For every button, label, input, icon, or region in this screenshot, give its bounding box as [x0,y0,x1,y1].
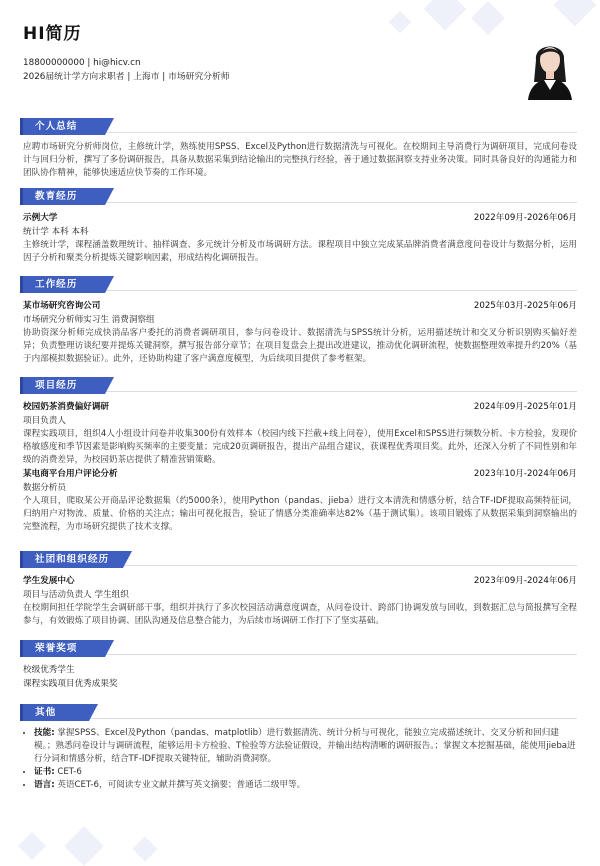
entry-description: 主修统计学，课程涵盖数理统计、抽样调查、多元统计分析及市场调研方法。课程项目中独立完成某品牌消费者满意度问卷设计与数据分析，运用因子分析和聚类分析提炼关键影响因素，形成结构化调研报告。 [23,240,577,263]
entry-header [23,211,577,225]
section-tag-mark [20,276,23,293]
skills-item [34,727,577,766]
section-title: 教育经历 [35,191,78,202]
school-name: 示例大学 [23,213,58,223]
entry-header [23,299,577,313]
company-name: 某市场研究咨询公司 [23,301,101,311]
contact-info [23,56,230,84]
avatar-icon [522,30,578,100]
other-section [23,704,577,792]
decoration-diamond [64,826,104,866]
decoration-diamond [132,836,157,861]
item-text: 英语CET-6，可阅读专业文献并撰写英文摘要；普通话二级甲等。 [57,780,306,790]
certificate-item [34,766,577,779]
entry-description: 课程实践项目，组织4人小组设计问卷并收集300份有效样本（校园内线下拦截+线上问卷），使用Excel和SPSS进行频数分析、卡方检验，发现价格敏感度和季节因素是影响购买频率的主要变量；完成20页调研报告，提出产品组合建议，获课程优秀项目奖。此外，还深入分析了不同性别和年级的消费差异，为校园奶茶店提供了精准营销策略。 [23,429,577,465]
organization-name: 学生发展中心 [23,576,75,586]
section-title: 个人总结 [35,121,78,132]
organization-section [23,551,577,628]
award-item: 校级优秀学生 [23,665,75,675]
item-text: 掌握SPSS、Excel及Python（pandas、matplotlib）进行数据清洗、统计分析与可视化，能独立完成描述统计、交叉分析和回归建模。；熟悉问卷设计与调研流程，能够运用卡方检验、T检验等方法验证假设，并输出结构清晰的调研报告。；掌握文本挖掘基础，能使用jieba进行分词和情感分析，结合TF-IDF提取关键特征，辅助消费洞察。 [34,728,576,764]
section-tag-mark [20,377,23,394]
contact-line: 2026届统计学方向求职者 | 上海市 | 市场研究分析师 [23,72,230,82]
other-list [23,727,577,792]
section-header [23,377,577,394]
item-label: 证书: [34,767,55,777]
entry-date: 2023年10月-2024年06月 [473,469,577,479]
section-tag-mark [20,551,23,568]
item-text: CET-6 [57,767,82,777]
section-tag-mark [20,704,23,721]
section-title: 项目经历 [35,380,78,391]
section-tag [23,704,89,721]
section-tag [23,377,105,394]
entry-description: 个人项目，爬取某公开商品评论数据集（约5000条），使用Python（pandas、jieba）进行文本清洗和情感分析，结合TF-IDF提取高频特征词，归纳用户对物流、质量、价格的关注点；输出可视化报告，验证了情感分类准确率达82%（基于测试集）。该项目锻炼了从数据采集到洞察输出的完整流程，为市场研究提供了技术支撑。 [23,496,577,532]
decoration-diamond [389,11,412,34]
entry-header [23,467,577,481]
section-header [23,640,577,657]
projects-section [23,377,577,534]
entry-subtitle: 市场研究分析师实习生 消费洞察组 [23,315,155,325]
section-header [23,118,577,135]
entry-subtitle: 统计学 本科 本科 [23,227,89,237]
section-header [23,704,577,721]
project-name: 某电商平台用户评论分析 [23,469,118,479]
section-tag-mark [20,118,23,135]
language-item [34,779,577,792]
decoration-diamond [424,0,466,30]
entry-date: 2024年09月-2025年01月 [473,402,577,412]
decoration-diamond [18,832,46,860]
award-item: 课程实践项目优秀成果奖 [23,679,118,689]
item-label: 语言: [34,780,55,790]
entry-header [23,574,577,588]
entry-date: 2025年03月-2025年06月 [473,301,577,311]
awards-section [23,640,577,691]
section-tag [23,188,105,205]
entry-header [23,400,577,414]
section-header [23,276,577,293]
section-header [23,551,577,568]
section-title: 其他 [35,707,57,718]
section-title: 工作经历 [35,279,78,290]
candidate-name: HI简历 [23,24,82,44]
entry-description: 在校期间担任学院学生会调研部干事，组织并执行了多次校园活动满意度调查，从问卷设计、跨部门协调发放与回收，到数据汇总与简报撰写全程参与，有效锻炼了项目协调、团队沟通及信息整合能力，为后续市场调研工作打下了坚实基础。 [23,603,577,626]
work-section [23,276,577,366]
avatar-photo [522,30,578,100]
entry-subtitle: 项目负责人 [23,416,66,426]
education-section [23,188,577,265]
entry-subtitle: 项目与活动负责人 学生组织 [23,590,129,600]
summary-section [23,118,577,180]
section-divider [23,718,577,719]
entry-date: 2023年09月-2024年06月 [473,576,577,586]
section-tag-mark [20,188,23,205]
entry-description: 协助资深分析师完成快消品客户委托的消费者调研项目，参与问卷设计、数据清洗与SPSS统计分析，运用描述统计和交叉分析识别购买偏好差异；负责整理访谈纪要并提炼关键洞察，撰写报告部分章节；在项目复盘会上提出改进建议，推动优化调研流程，使数据整理效率提升约20%（基于内部模拟数据验证）。此外，还协助构建了客户满意度模型，为后续项目提供了参考框架。 [23,328,577,364]
section-tag [23,276,105,293]
section-tag [23,551,123,568]
decoration-diamond [471,1,505,35]
section-header [23,188,577,205]
section-title: 荣誉奖项 [35,643,78,654]
decoration-diamond [554,0,596,26]
section-tag [23,118,105,135]
summary-text: 应聘市场研究分析师岗位，主修统计学，熟练使用SPSS、Excel及Python进行数据清洗与可视化。在校期间主导消费行为调研项目，完成问卷设计与回归分析，撰写了多份调研报告，具备从数据采集到结论输出的完整执行经验，善于通过数据洞察支持业务决策。同时具备良好的沟通能力和团队协作精神，能够快速适应快节奏的工作环境。 [23,142,577,178]
contact-line: 18800000000 | hi@hicv.cn [23,58,141,68]
entry-date: 2022年09月-2026年06月 [473,213,577,223]
section-tag [23,640,105,657]
section-tag-mark [20,640,23,657]
item-label: 技能: [34,728,55,738]
entry-subtitle: 数据分析员 [23,483,66,493]
project-name: 校园奶茶消费偏好调研 [23,402,109,412]
section-title: 社团和组织经历 [35,554,110,565]
